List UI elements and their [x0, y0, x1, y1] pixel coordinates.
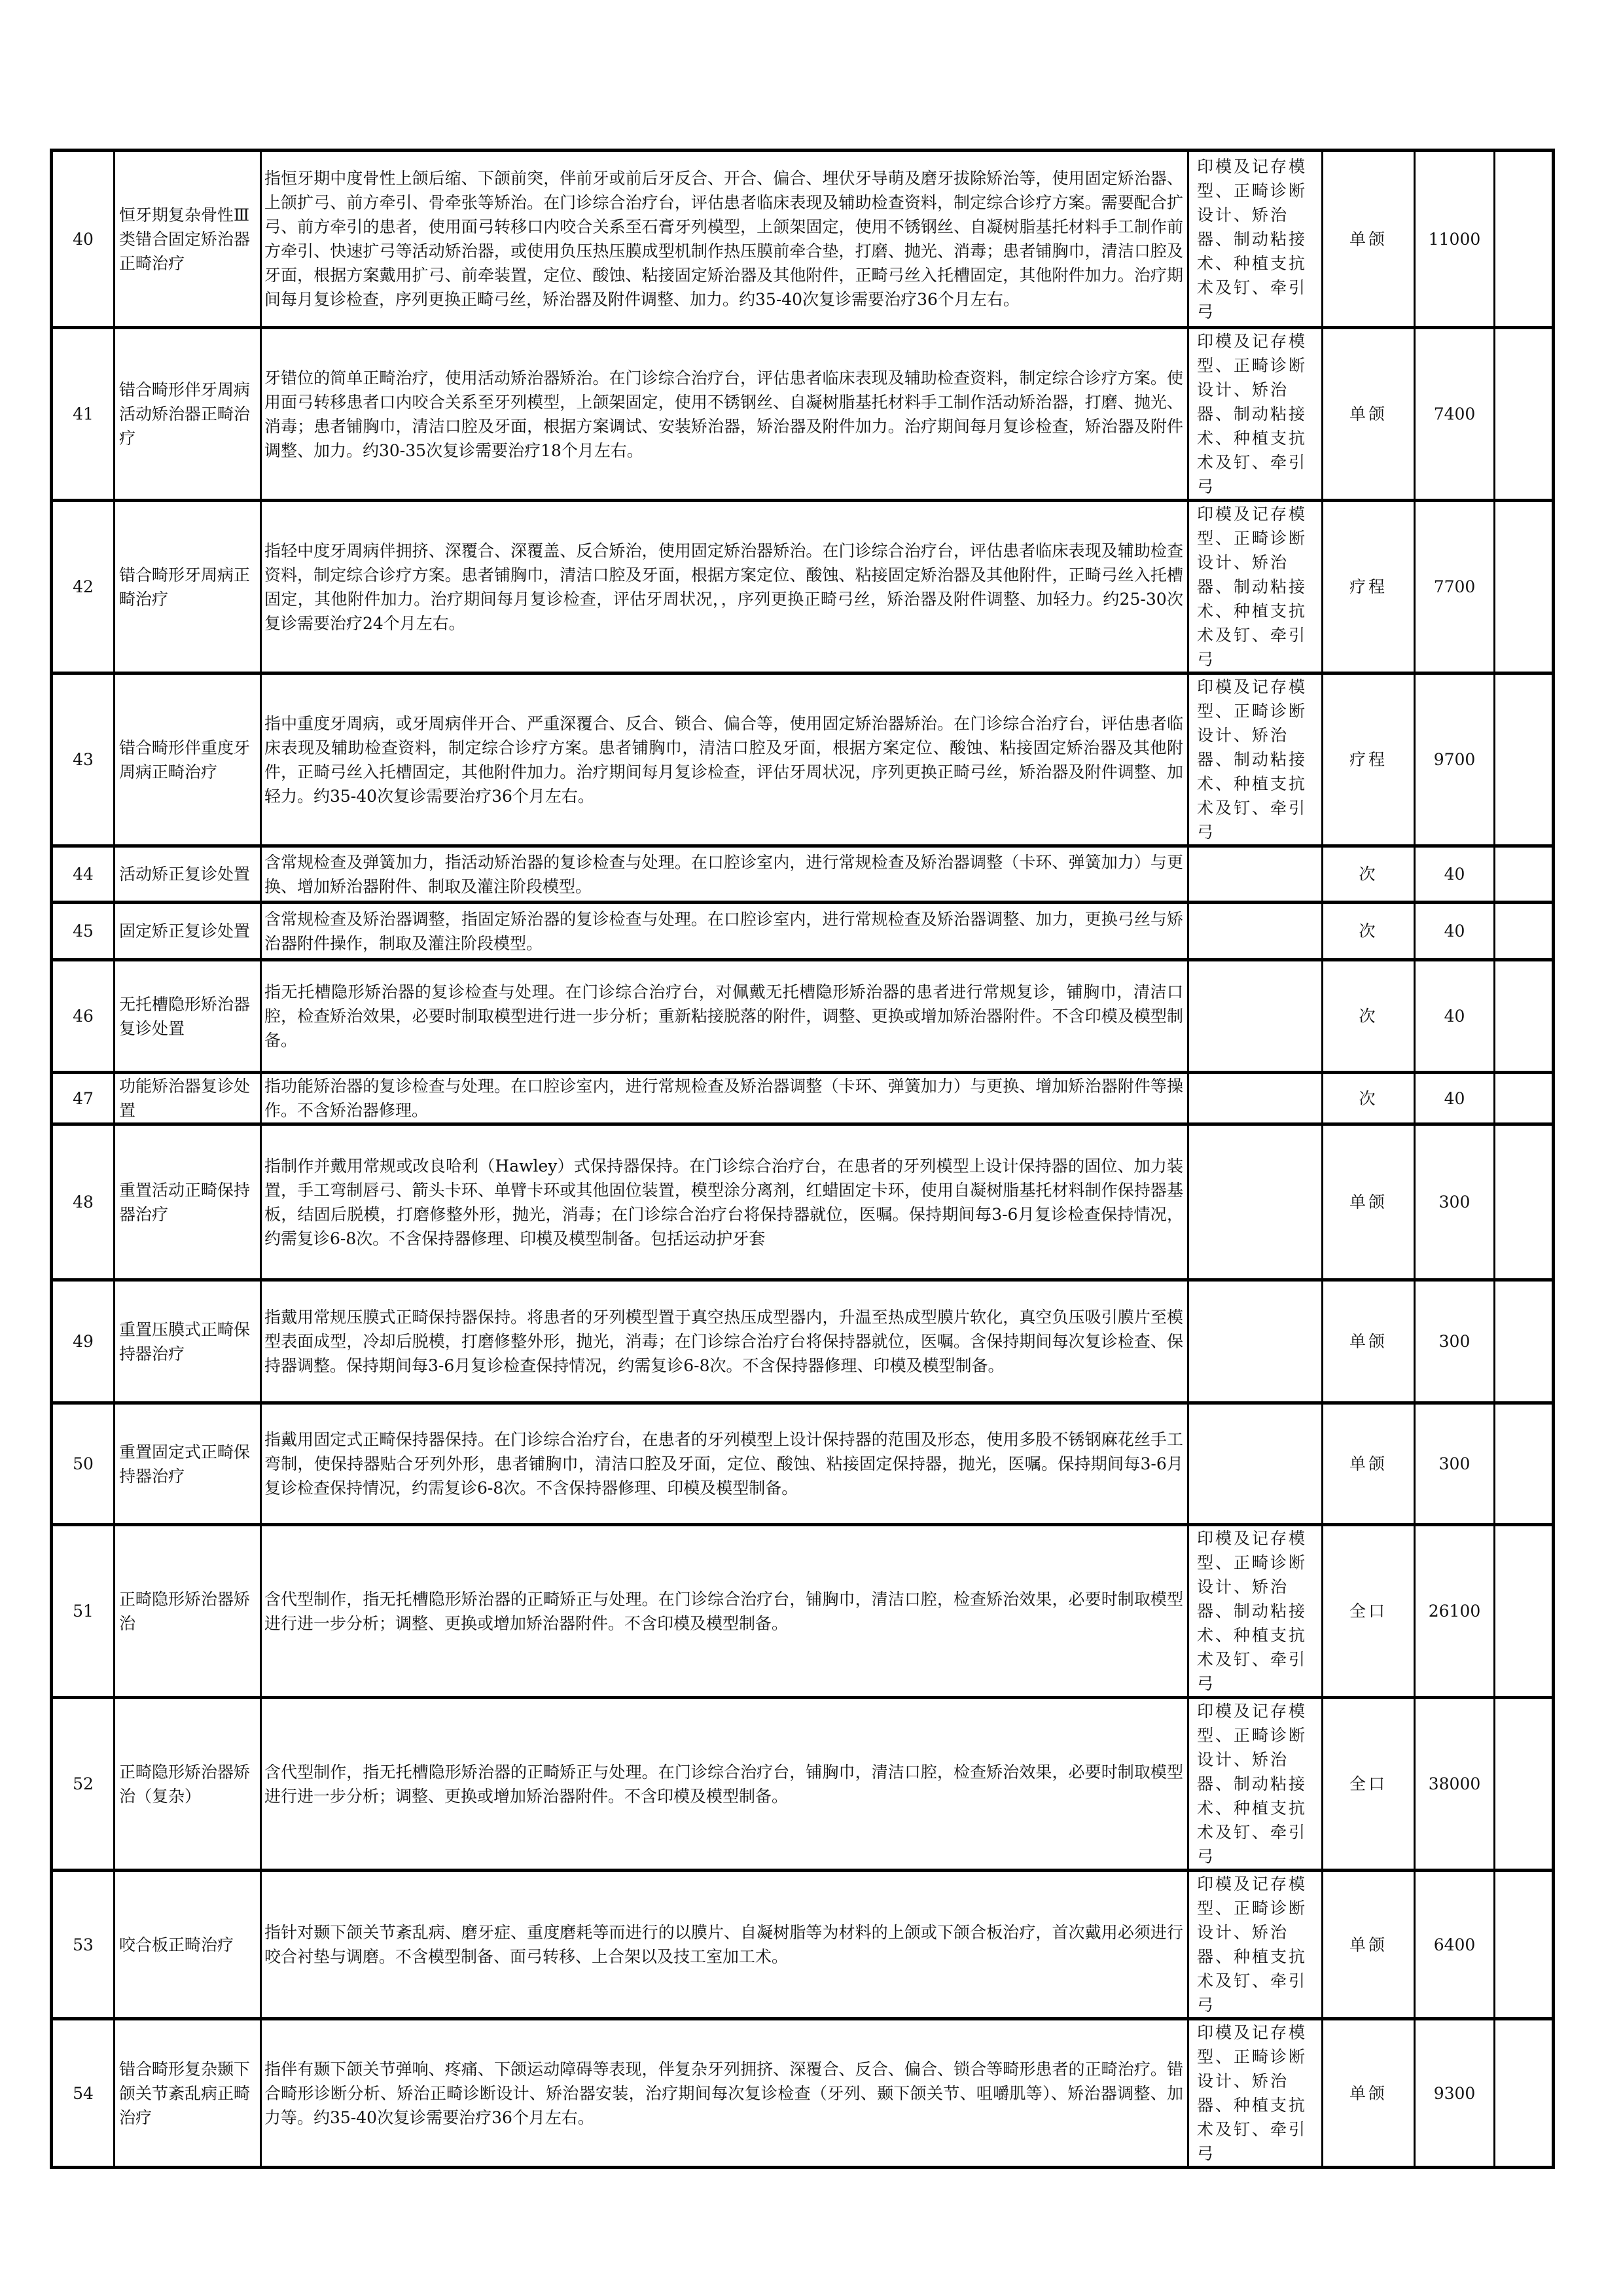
table-row: [52, 1871, 1554, 2019]
table-row: [52, 1525, 1554, 1698]
table-row: [52, 903, 1554, 960]
item-unit: 单颌: [1323, 2019, 1415, 2168]
item-exclusions: 印模及记存模型、正畸诊断设计、矫治器、制动粘接术、种植支抗术及钉、牵引弓: [1188, 328, 1323, 501]
item-description: 指功能矫治器的复诊检查与处理。在口腔诊室内，进行常规检查及矫治器调整（卡环、弹簧加力）与更换、增加矫治器附件等操作。不含矫治器修理。: [261, 1073, 1188, 1124]
item-unit: 单颌: [1323, 1403, 1415, 1525]
item-exclusions: [1188, 1403, 1323, 1525]
item-price: 11000: [1415, 151, 1495, 328]
item-price: 40: [1415, 903, 1495, 960]
item-exclusions: 印模及记存模型、正畸诊断设计、矫治器、种植支抗术及钉、牵引弓: [1188, 2019, 1323, 2168]
item-number: 50: [52, 1403, 115, 1525]
item-note: [1495, 903, 1554, 960]
item-number: 45: [52, 903, 115, 960]
item-exclusions: [1188, 1280, 1323, 1403]
table-row: [52, 1698, 1554, 1871]
item-description: 牙错位的简单正畸治疗，使用活动矫治器矫治。在门诊综合治疗台，评估患者临床表现及辅助检查资料，制定综合诊疗方案。使用面弓转移患者口内咬合关系至牙列模型，上颌架固定，使用不锈钢丝、自凝树脂基托材料手工制作活动矫治器，打磨、抛光、消毒；患者铺胸巾，清洁口腔及牙面，根据方案调试、安装矫治器，矫治器及附件加力。治疗期间每月复诊检查，矫治器及附件调整、加力。约30-35次复诊需要治疗18个月左右。: [261, 328, 1188, 501]
item-name: 重置固定式正畸保持器治疗: [115, 1403, 261, 1525]
item-note: [1495, 1124, 1554, 1280]
table-row: [52, 846, 1554, 903]
item-name: 错合畸形伴重度牙周病正畸治疗: [115, 673, 261, 846]
item-description: 指戴用固定式正畸保持器保持。在门诊综合治疗台，在患者的牙列模型上设计保持器的范围及形态，使用多股不锈钢麻花丝手工弯制，使保持器贴合牙列外形，患者铺胸巾，清洁口腔及牙面，定位、酸蚀、粘接固定保持器，抛光，医嘱。保持期间每3-6月复诊检查保持情况，约需复诊6-8次。不含保持器修理、印模及模型制备。: [261, 1403, 1188, 1525]
item-description: 指制作并戴用常规或改良哈利（Hawley）式保持器保持。在门诊综合治疗台，在患者的牙列模型上设计保持器的固位、加力装置，手工弯制唇弓、箭头卡环、单臂卡环或其他固位装置，模型涂分离剂，红蜡固定卡环，使用自凝树脂基托材料制作保持器基板，结固后脱模，打磨修整外形，抛光，消毒；在门诊综合治疗台将保持器就位，医嘱。保持期间每3-6月复诊检查保持情况，约需复诊6-8次。不含保持器修理、印模及模型制备。包括运动护牙套: [261, 1124, 1188, 1280]
item-description: 指轻中度牙周病伴拥挤、深覆合、深覆盖、反合矫治，使用固定矫治器矫治。在门诊综合治疗台，评估患者临床表现及辅助检查资料，制定综合诊疗方案。患者铺胸巾，清洁口腔及牙面，根据方案定位、酸蚀、粘接固定矫治器及其他附件，正畸弓丝入托槽固定，其他附件加力。治疗期间每月复诊检查，评估牙周状况，，序列更换正畸弓丝，矫治器及附件调整、加轻力。约25-30次复诊需要治疗24个月左右。: [261, 501, 1188, 673]
item-exclusions: 印模及记存模型、正畸诊断设计、矫治器、制动粘接术、种植支抗术及钉、牵引弓: [1188, 501, 1323, 673]
item-note: [1495, 673, 1554, 846]
item-price: 9300: [1415, 2019, 1495, 2168]
item-exclusions: [1188, 846, 1323, 903]
item-price: 7700: [1415, 501, 1495, 673]
item-name: 正畸隐形矫治器矫治（复杂）: [115, 1698, 261, 1871]
item-note: [1495, 1280, 1554, 1403]
table-row: [52, 2019, 1554, 2168]
item-exclusions: 印模及记存模型、正畸诊断设计、矫治器、制动粘接术、种植支抗术及钉、牵引弓: [1188, 151, 1323, 328]
item-note: [1495, 1698, 1554, 1871]
item-name: 错合畸形伴牙周病活动矫治器正畸治疗: [115, 328, 261, 501]
item-note: [1495, 2019, 1554, 2168]
item-price: 26100: [1415, 1525, 1495, 1698]
item-unit: 单颌: [1323, 1280, 1415, 1403]
item-unit: 全口: [1323, 1698, 1415, 1871]
item-note: [1495, 1403, 1554, 1525]
item-description: 含常规检查及弹簧加力，指活动矫治器的复诊检查与处理。在口腔诊室内，进行常规检查及矫治器调整（卡环、弹簧加力）与更换、增加矫治器附件、制取及灌注阶段模型。: [261, 846, 1188, 903]
item-price: 300: [1415, 1124, 1495, 1280]
item-unit: 全口: [1323, 1525, 1415, 1698]
table-row: [52, 960, 1554, 1073]
item-number: 49: [52, 1280, 115, 1403]
table-row: [52, 1280, 1554, 1403]
item-number: 51: [52, 1525, 115, 1698]
item-exclusions: [1188, 960, 1323, 1073]
item-exclusions: [1188, 903, 1323, 960]
item-description: 含常规检查及矫治器调整，指固定矫治器的复诊检查与处理。在口腔诊室内，进行常规检查及矫治器调整、加力，更换弓丝与矫治器附件操作，制取及灌注阶段模型。: [261, 903, 1188, 960]
item-price: 6400: [1415, 1871, 1495, 2019]
item-description: 含代型制作，指无托槽隐形矫治器的正畸矫正与处理。在门诊综合治疗台，铺胸巾，清洁口腔，检查矫治效果，必要时制取模型进行进一步分析；调整、更换或增加矫治器附件。不含印模及模型制备。: [261, 1525, 1188, 1698]
item-name: 正畸隐形矫治器矫治: [115, 1525, 261, 1698]
item-unit: 疗程: [1323, 501, 1415, 673]
item-number: 43: [52, 673, 115, 846]
item-note: [1495, 846, 1554, 903]
item-unit: 单颌: [1323, 151, 1415, 328]
item-description: 指针对颞下颌关节紊乱病、磨牙症、重度磨耗等而进行的以膜片、自凝树脂等为材料的上颌或下颌合板治疗，首次戴用必须进行咬合衬垫与调磨。不含模型制备、面弓转移、上合架以及技工室加工术。: [261, 1871, 1188, 2019]
item-unit: 次: [1323, 960, 1415, 1073]
item-description: 指无托槽隐形矫治器的复诊检查与处理。在门诊综合治疗台，对佩戴无托槽隐形矫治器的患者进行常规复诊，铺胸巾，清洁口腔，检查矫治效果，必要时制取模型进行进一步分析；重新粘接脱落的附件，调整、更换或增加矫治器附件。不含印模及模型制备。: [261, 960, 1188, 1073]
item-exclusions: [1188, 1073, 1323, 1124]
item-note: [1495, 328, 1554, 501]
table-row: [52, 1403, 1554, 1525]
item-number: 46: [52, 960, 115, 1073]
table-row: [52, 1124, 1554, 1280]
item-exclusions: 印模及记存模型、正畸诊断设计、矫治器、制动粘接术、种植支抗术及钉、牵引弓: [1188, 1698, 1323, 1871]
table-row: [52, 673, 1554, 846]
table-row: [52, 328, 1554, 501]
item-name: 活动矫正复诊处置: [115, 846, 261, 903]
item-name: 固定矫正复诊处置: [115, 903, 261, 960]
item-description: 指中重度牙周病，或牙周病伴开合、严重深覆合、反合、锁合、偏合等，使用固定矫治器矫治。在门诊综合治疗台，评估患者临床表现及辅助检查资料，制定综合诊疗方案。患者铺胸巾，清洁口腔及牙面，根据方案定位、酸蚀、粘接固定矫治器及其他附件，正畸弓丝入托槽固定，其他附件加力。治疗期间每月复诊检查，评估牙周状况，序列更换正畸弓丝，矫治器及附件调整、加轻力。约35-40次复诊需要治疗36个月左右。: [261, 673, 1188, 846]
item-number: 54: [52, 2019, 115, 2168]
item-note: [1495, 501, 1554, 673]
item-number: 53: [52, 1871, 115, 2019]
item-exclusions: 印模及记存模型、正畸诊断设计、矫治器、制动粘接术、种植支抗术及钉、牵引弓: [1188, 673, 1323, 846]
item-name: 错合畸形复杂颞下颌关节紊乱病正畸治疗: [115, 2019, 261, 2168]
item-price: 40: [1415, 1073, 1495, 1124]
table-row: [52, 1073, 1554, 1124]
item-name: 咬合板正畸治疗: [115, 1871, 261, 2019]
item-price: 40: [1415, 846, 1495, 903]
item-unit: 单颌: [1323, 1871, 1415, 2019]
item-unit: 次: [1323, 903, 1415, 960]
table-row: [52, 151, 1554, 328]
item-number: 40: [52, 151, 115, 328]
item-name: 重置压膜式正畸保持器治疗: [115, 1280, 261, 1403]
item-note: [1495, 1871, 1554, 2019]
item-unit: 单颌: [1323, 328, 1415, 501]
item-number: 44: [52, 846, 115, 903]
item-note: [1495, 960, 1554, 1073]
item-name: 重置活动正畸保持器治疗: [115, 1124, 261, 1280]
item-price: 9700: [1415, 673, 1495, 846]
item-unit: 疗程: [1323, 673, 1415, 846]
item-exclusions: 印模及记存模型、正畸诊断设计、矫治器、种植支抗术及钉、牵引弓: [1188, 1871, 1323, 2019]
item-number: 41: [52, 328, 115, 501]
item-number: 52: [52, 1698, 115, 1871]
item-unit: 次: [1323, 1073, 1415, 1124]
item-note: [1495, 151, 1554, 328]
item-exclusions: 印模及记存模型、正畸诊断设计、矫治器、制动粘接术、种植支抗术及钉、牵引弓: [1188, 1525, 1323, 1698]
item-name: 无托槽隐形矫治器复诊处置: [115, 960, 261, 1073]
item-note: [1495, 1525, 1554, 1698]
item-price: 300: [1415, 1280, 1495, 1403]
item-price: 300: [1415, 1403, 1495, 1525]
item-exclusions: [1188, 1124, 1323, 1280]
item-name: 恒牙期复杂骨性Ⅲ类错合固定矫治器正畸治疗: [115, 151, 261, 328]
item-number: 47: [52, 1073, 115, 1124]
item-price: 7400: [1415, 328, 1495, 501]
item-number: 48: [52, 1124, 115, 1280]
table-row: [52, 501, 1554, 673]
item-description: 指恒牙期中度骨性上颌后缩、下颌前突，伴前牙或前后牙反合、开合、偏合、埋伏牙导萌及磨牙拔除矫治等，使用固定矫治器、上颌扩弓、前方牵引、骨牵张等矫治。在门诊综合治疗台，评估患者临床表现及辅助检查资料，制定综合诊疗方案。需要配合扩弓、前方牵引的患者，使用面弓转移口内咬合关系至石膏牙列模型，上颌架固定，使用不锈钢丝、自凝树脂基托材料手工制作前方牵引、快速扩弓等活动矫治器，或使用负压热压膜成型机制作热压膜前牵合垫，打磨、抛光、消毒；患者铺胸巾，清洁口腔及牙面，根据方案戴用扩弓、前牵装置，定位、酸蚀、粘接固定矫治器及其他附件，正畸弓丝入托槽固定，其他附件加力。治疗期间每月复诊检查，序列更换正畸弓丝，矫治器及附件调整、加力。约35-40次复诊需要治疗36个月左右。: [261, 151, 1188, 328]
fee-schedule-table: [50, 149, 1555, 2169]
item-number: 42: [52, 501, 115, 673]
item-description: 指戴用常规压膜式正畸保持器保持。将患者的牙列模型置于真空热压成型器内，升温至热成型膜片软化，真空负压吸引膜片至模型表面成型，冷却后脱模，打磨修整外形，抛光，消毒；在门诊综合治疗台将保持器就位，医嘱。含保持期间每次复诊检查、保持器调整。保持期间每3-6月复诊检查保持情况，约需复诊6-8次。不含保持器修理、印模及模型制备。: [261, 1280, 1188, 1403]
item-unit: 次: [1323, 846, 1415, 903]
item-price: 40: [1415, 960, 1495, 1073]
item-unit: 单颌: [1323, 1124, 1415, 1280]
item-name: 功能矫治器复诊处置: [115, 1073, 261, 1124]
item-name: 错合畸形牙周病正畸治疗: [115, 501, 261, 673]
item-description: 含代型制作，指无托槽隐形矫治器的正畸矫正与处理。在门诊综合治疗台，铺胸巾，清洁口腔，检查矫治效果，必要时制取模型进行进一步分析；调整、更换或增加矫治器附件。不含印模及模型制备。: [261, 1698, 1188, 1871]
item-price: 38000: [1415, 1698, 1495, 1871]
item-description: 指伴有颞下颌关节弹响、疼痛、下颌运动障碍等表现，伴复杂牙列拥挤、深覆合、反合、偏合、锁合等畸形患者的正畸治疗。错合畸形诊断分析、矫治正畸诊断设计、矫治器安装，治疗期间每次复诊检查（牙列、颞下颌关节、咀嚼肌等）、矫治器调整、加力等。约35-40次复诊需要治疗36个月左右。: [261, 2019, 1188, 2168]
item-note: [1495, 1073, 1554, 1124]
